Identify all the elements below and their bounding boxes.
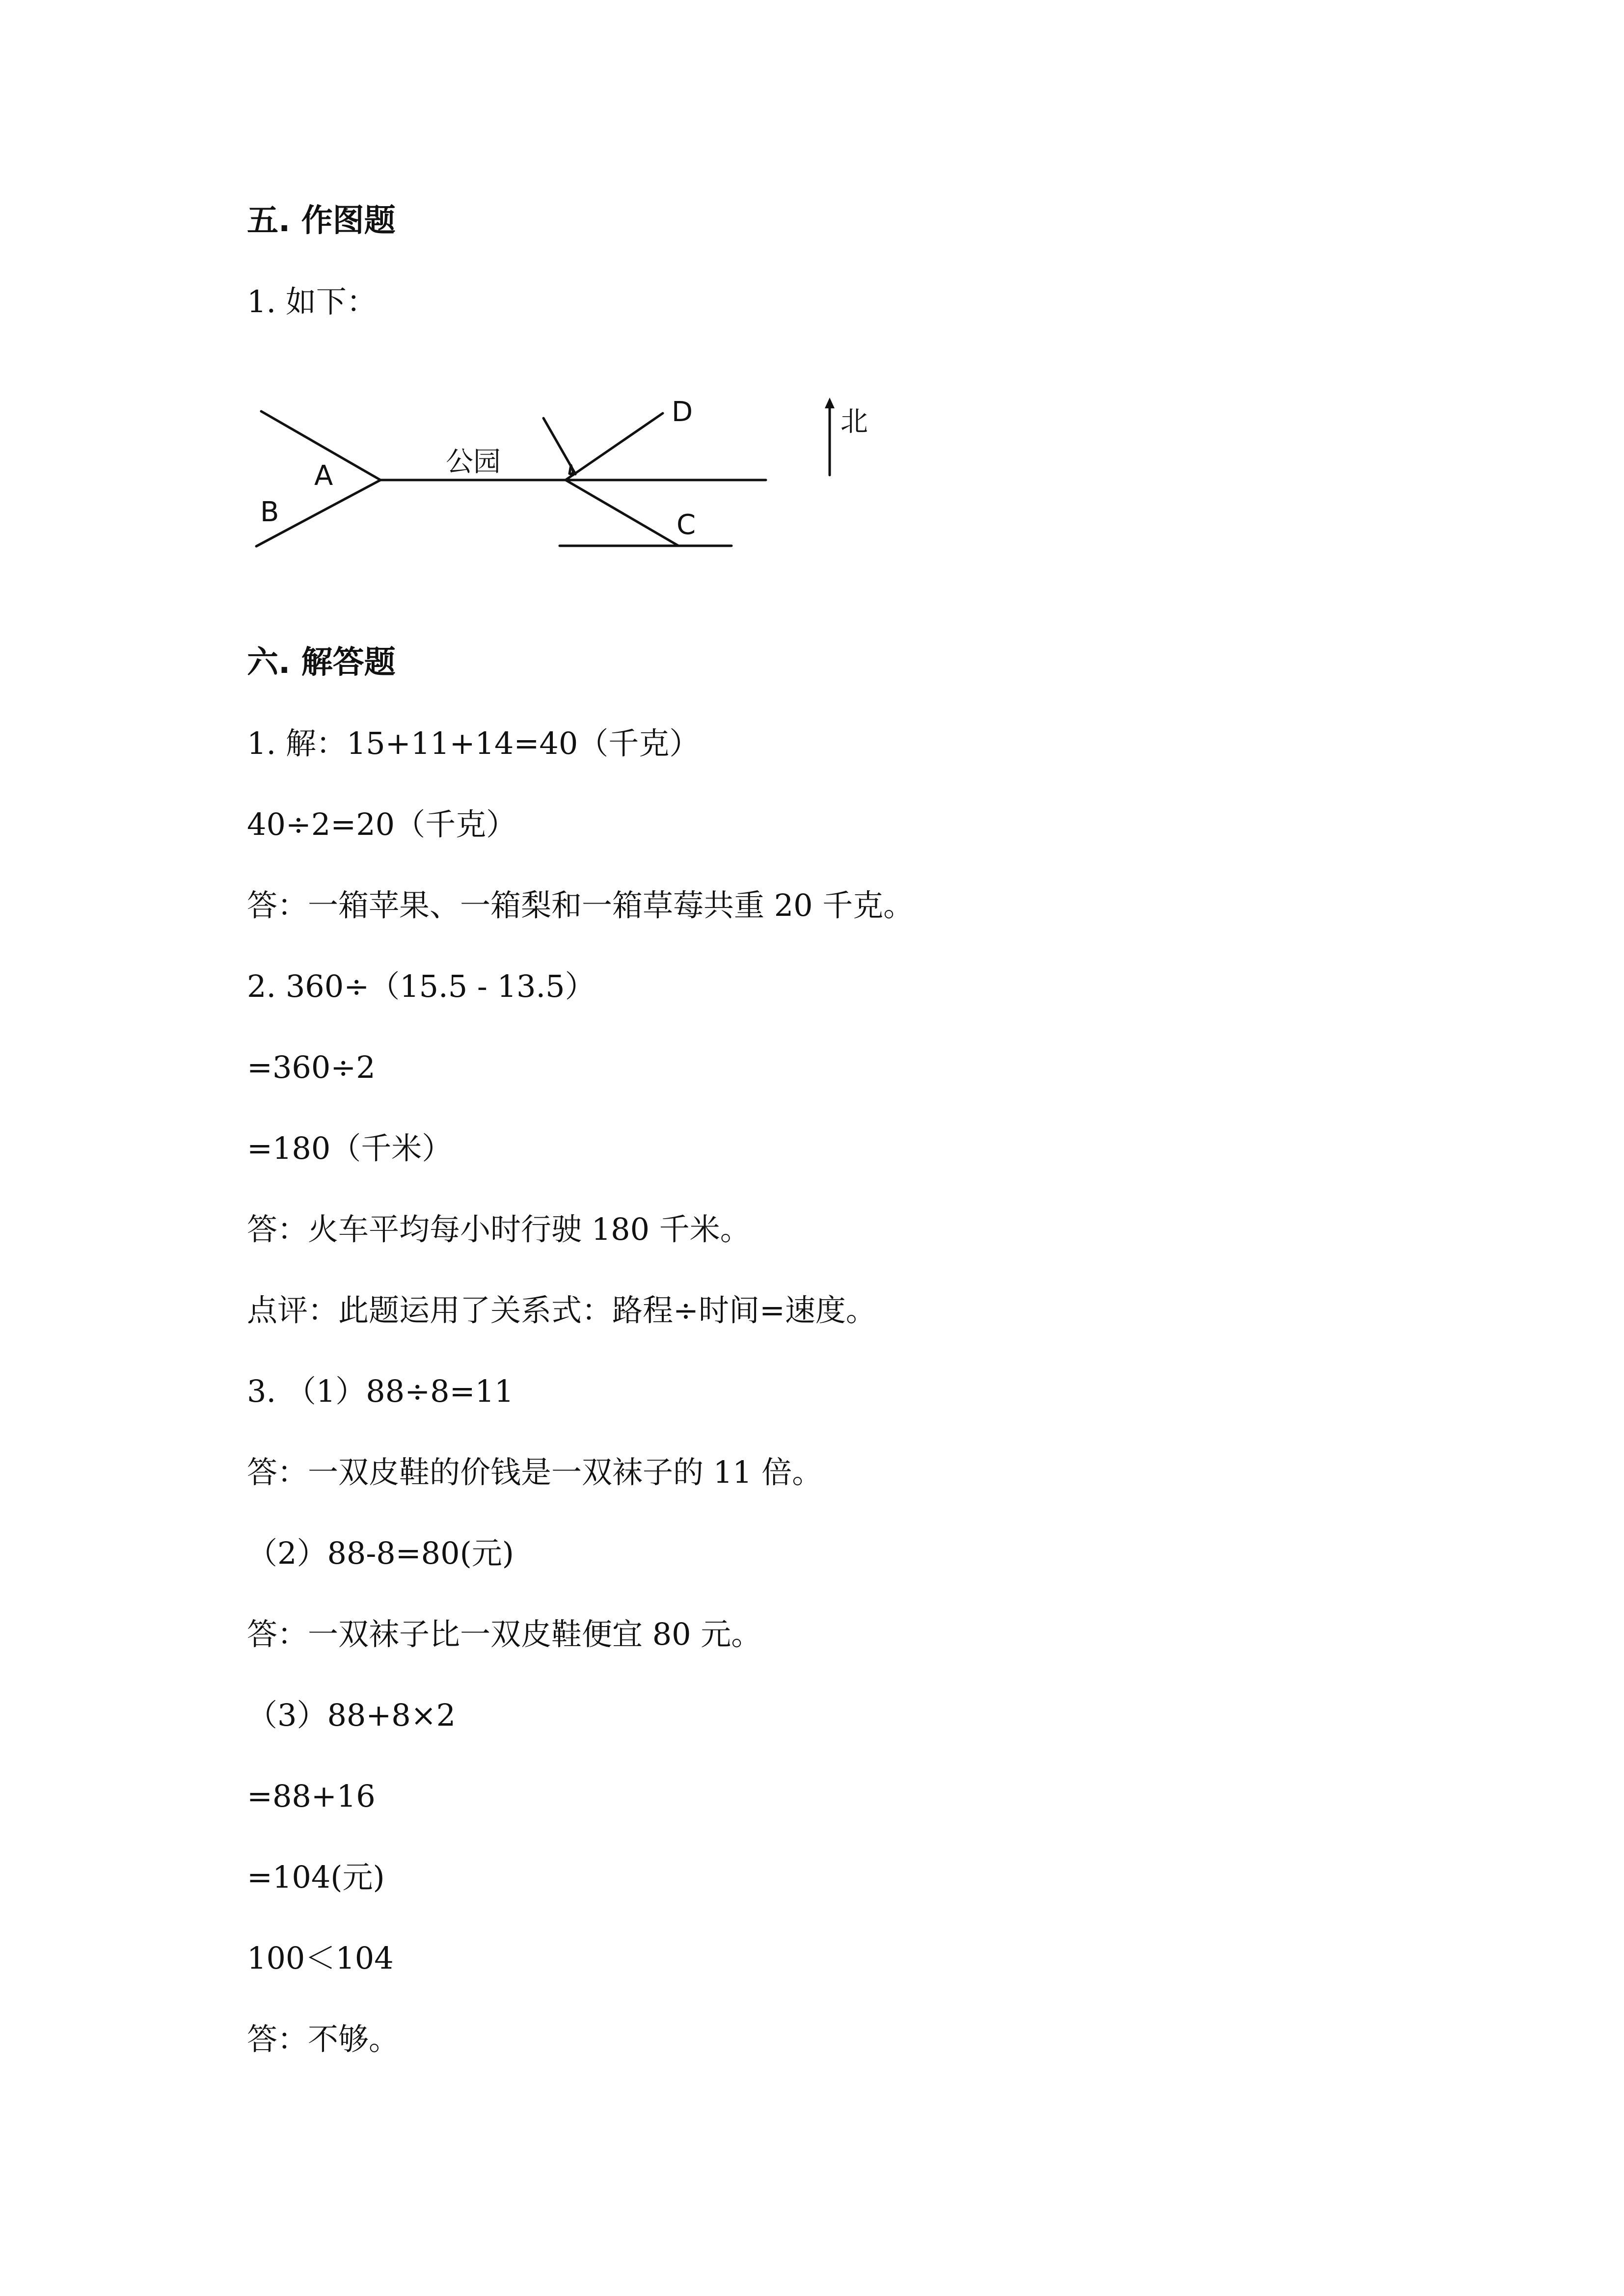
north-arrow-head (825, 398, 835, 408)
section5-item1: 1. 如下： (247, 284, 377, 320)
park-direction-diagram (245, 383, 893, 569)
answer-line: =180（千米） (247, 1130, 453, 1166)
answer-line: 答：火车平均每小时行驶 180 千米。 (247, 1211, 751, 1247)
answer-line: =104(元) (247, 1859, 385, 1895)
answer-line: （3）88+8×2 (247, 1697, 456, 1733)
answer-line: 答：一箱苹果、一箱梨和一箱草莓共重 20 千克。 (247, 887, 914, 923)
label-a: A (314, 460, 333, 492)
answer-line: =88+16 (247, 1778, 376, 1814)
label-park: 公园 (446, 446, 501, 478)
answer-line: 答：一双皮鞋的价钱是一双袜子的 11 倍。 (247, 1454, 823, 1490)
line-short-branch (543, 418, 574, 472)
answer-line: 点评：此题运用了关系式：路程÷时间=速度。 (247, 1292, 876, 1328)
line-d (566, 413, 663, 480)
answer-line: 1. 解：15+11+14=40（千克） (247, 725, 700, 761)
section5-heading: 五. 作图题 (247, 203, 396, 239)
label-c: C (677, 509, 696, 541)
section6-heading: 六. 解答题 (247, 644, 396, 681)
label-d: D (672, 396, 693, 428)
answer-line: =360÷2 (247, 1049, 376, 1085)
answer-line: （2）88-8=80(元) (247, 1535, 514, 1571)
label-north: 北 (840, 406, 868, 438)
line-c (566, 480, 678, 546)
answer-line: 答：不够。 (247, 2021, 400, 2057)
answer-line: 2. 360÷（15.5 - 13.5） (247, 968, 595, 1004)
answer-line: 答：一双袜子比一双皮鞋便宜 80 元。 (247, 1616, 762, 1652)
answer-line: 3. （1）88÷8=11 (247, 1373, 514, 1409)
diagram-svg (245, 383, 893, 569)
answer-line: 100＜104 (247, 1940, 394, 1976)
label-b: B (260, 496, 279, 528)
answer-line: 40÷2=20（千克） (247, 806, 517, 842)
